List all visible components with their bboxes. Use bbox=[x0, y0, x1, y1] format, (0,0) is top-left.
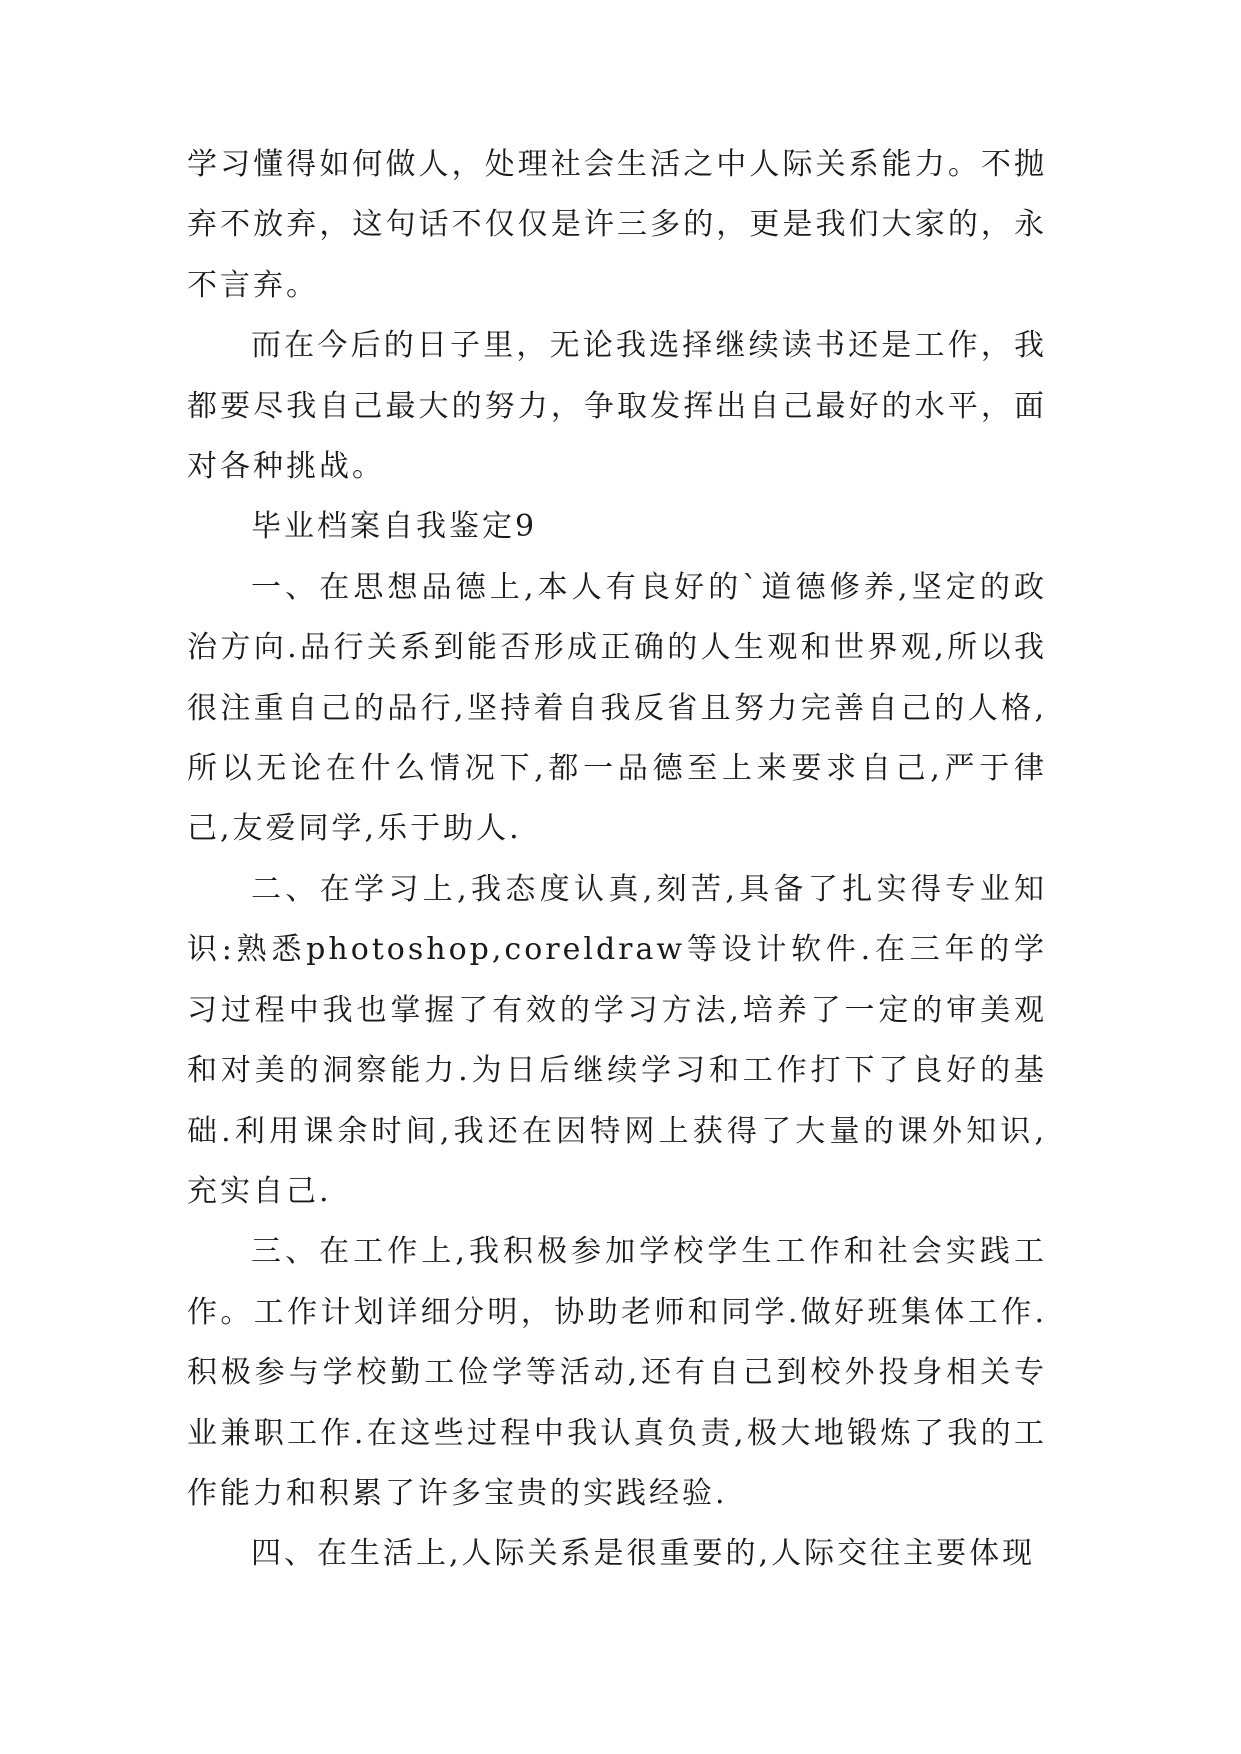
paragraph-work: 三、在工作上,我积极参加学校学生工作和社会实践工作。工作计划详细分明，协助老师和同学.做好班集体工作.积极参与学校勤工俭学等活动,还有自己到校外投身相关专业兼职工作.在这些过程中我认真负责,极大地锻炼了我的工作能力和积累了许多宝贵的实践经验. bbox=[187, 1234, 1047, 1511]
paragraph-life: 四、在生活上,人际关系是很重要的,人际交往主要体现 bbox=[251, 1536, 1036, 1572]
paragraph-1: 学习懂得如何做人，处理社会生活之中人际关系能力。不抛弃不放弃，这句话不仅仅是许三多的，更是我们大家的，永不言弃。 bbox=[187, 147, 1047, 303]
section-heading: 毕业档案自我鉴定9 bbox=[251, 509, 538, 545]
paragraph-study: 二、在学习上,我态度认真,刻苦,具备了扎实得专业知识:熟悉photoshop,coreldraw等设计软件.在三年的学习过程中我也掌握了有效的学习方法,培养了一定的审美观和对美的洞察能力.为日后继续学习和工作打下了良好的基础.利用课余时间,我还在因特网上获得了大量的课外知识,充实自己. bbox=[187, 871, 1047, 1209]
paragraph-2: 而在今后的日子里，无论我选择继续读书还是工作，我都要尽我自己最大的努力，争取发挥出自己最好的水平，面对各种挑战。 bbox=[187, 328, 1047, 485]
paragraph-morality: 一、在思想品德上,本人有良好的`道德修养,坚定的政治方向.品行关系到能否形成正确的人生观和世界观,所以我很注重自己的品行,坚持着自我反省且努力完善自己的人格,所以无论在什么情况下,都一品德至上来要求自己,严于律己,友爱同学,乐于助人. bbox=[187, 569, 1047, 847]
document-page bbox=[187, 135, 1047, 1585]
